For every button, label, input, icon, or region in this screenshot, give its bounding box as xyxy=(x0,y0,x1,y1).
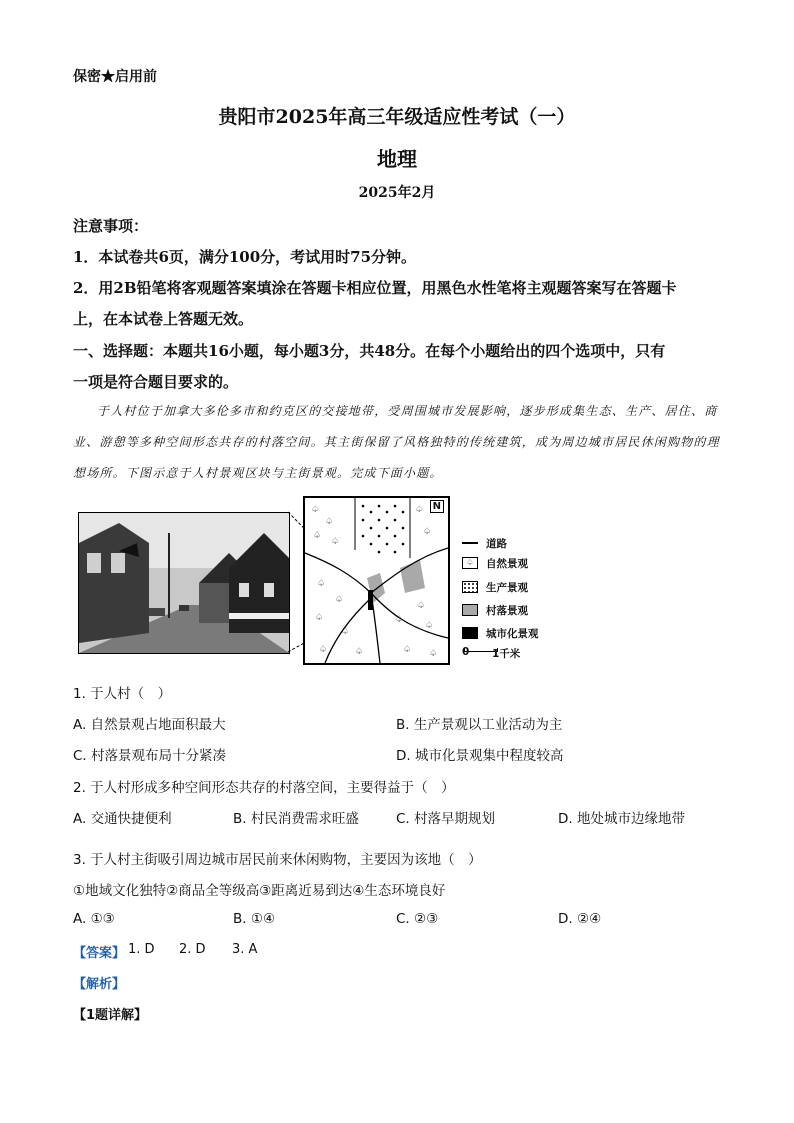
answer-value-3: 3. A xyxy=(232,942,258,957)
legend-label-production: 生产景观 xyxy=(486,582,528,594)
passage-text: 于人村位于加拿大多伦多市和约克区的交接地带，受周围城市发展影响，逐步形成集生态、生产、居住、商业、游憩等多种空间形态共存的村落空间。其主街保留了风格独特的传统建筑，成为周边城市居民休闲购物的理想场所。下图示意于人村景观区块与主街景观。完成下面小题。 xyxy=(73,404,720,480)
question-2-option-a: A. 交通快捷便利 xyxy=(73,811,172,827)
svg-text:♤: ♤ xyxy=(313,531,322,541)
svg-text:♤: ♤ xyxy=(355,647,364,657)
answer-label: 【答案】 xyxy=(73,946,126,961)
note-item-1: 1．本试卷共6页，满分100分，考试用时75分钟。 xyxy=(73,248,417,266)
question-1-stem: 1. 于人村（ ） xyxy=(73,686,172,702)
note-item-2-line-2: 上，在本试卷上答题无效。 xyxy=(73,310,254,328)
note-item-2-line-1: 2．用2B铅笔将客观题答案填涂在答题卡相应位置，用黑色水性笔将主观题答案写在答题卡 xyxy=(73,279,677,297)
svg-text:♤: ♤ xyxy=(325,517,334,527)
legend-label-road: 道路 xyxy=(486,538,507,550)
question-2-stem: 2. 于人村形成多种空间形态共存的村落空间，主要得益于（ ） xyxy=(73,780,455,796)
question-1-option-c: C. 村落景观布局十分紧凑 xyxy=(73,748,227,764)
svg-text:♤: ♤ xyxy=(415,505,424,515)
question-2-option-b: B. 村民消费需求旺盛 xyxy=(233,811,359,827)
exam-title: 贵阳市2025年高三年级适应性考试（一） xyxy=(218,106,576,128)
analysis-label: 【解析】 xyxy=(73,977,126,992)
legend-label-urban: 城市化景观 xyxy=(486,628,539,640)
question-1-option-a: A. 自然景观占地面积最大 xyxy=(73,717,226,733)
confidential-mark: 保密★启用前 xyxy=(73,69,157,85)
question-3-option-b: B. ①④ xyxy=(233,911,276,927)
question-3-option-a: A. ①③ xyxy=(73,911,115,927)
urban-landscape-symbol xyxy=(462,627,478,639)
svg-text:♤: ♤ xyxy=(423,527,432,537)
svg-text:♤: ♤ xyxy=(429,649,438,659)
north-arrow: N xyxy=(430,500,444,513)
question-3-option-d: D. ②④ xyxy=(558,911,602,927)
question-3-statements: ①地域文化独特②商品全等级高③距离近易到达④生态环境良好 xyxy=(73,883,446,899)
scale-bar xyxy=(462,642,532,662)
svg-text:♤: ♤ xyxy=(395,615,404,625)
svg-text:♤: ♤ xyxy=(311,505,320,515)
svg-text:♤: ♤ xyxy=(315,613,324,623)
question-1-option-b: B. 生产景观以工业活动为主 xyxy=(396,717,563,733)
svg-text:♤: ♤ xyxy=(319,645,328,655)
svg-text:♤: ♤ xyxy=(403,645,412,655)
question-3-option-c: C. ②③ xyxy=(396,911,439,927)
svg-text:♤: ♤ xyxy=(335,595,344,605)
analysis-detail-heading: 【1题详解】 xyxy=(73,1008,148,1023)
answer-value-1: 1. D xyxy=(128,942,155,957)
natural-landscape-symbol: ♤ xyxy=(462,557,478,569)
scale-unit-label: 1千米 xyxy=(492,648,521,660)
question-2-option-c: C. 村落早期规划 xyxy=(396,811,496,827)
landscape-map-drawing xyxy=(305,498,448,663)
svg-text:♤: ♤ xyxy=(417,601,426,611)
notes-heading: 注意事项： xyxy=(73,217,149,235)
street-photo xyxy=(78,512,290,654)
legend-label-village: 村落景观 xyxy=(486,605,528,617)
answer-value-2: 2. D xyxy=(179,942,206,957)
scale-zero-label: 0 xyxy=(462,646,470,658)
village-landscape-symbol xyxy=(462,604,478,616)
legend-label-natural: 自然景观 xyxy=(486,558,528,570)
svg-text:♤: ♤ xyxy=(425,621,434,631)
exam-date: 2025年2月 xyxy=(358,185,436,201)
subject-title: 地理 xyxy=(377,147,417,171)
section-heading-line-1: 一、选择题：本题共16小题，每小题3分，共48分。在每个小题给出的四个选项中，只有 xyxy=(73,342,666,360)
street-photo-drawing xyxy=(79,513,289,653)
svg-text:♤: ♤ xyxy=(331,537,340,547)
question-2-option-d: D. 地处城市边缘地带 xyxy=(558,811,685,827)
svg-text:♤: ♤ xyxy=(317,579,326,589)
question-1-option-d: D. 城市化景观集中程度较高 xyxy=(396,748,564,764)
road-line-symbol xyxy=(462,542,478,544)
svg-text:♤: ♤ xyxy=(341,627,350,637)
landscape-map xyxy=(303,496,450,665)
question-3-stem: 3. 于人村主街吸引周边城市居民前来休闲购物，主要因为该地（ ） xyxy=(73,852,482,868)
section-heading-line-2: 一项是符合题目要求的。 xyxy=(73,373,239,391)
production-landscape-symbol xyxy=(462,581,478,593)
